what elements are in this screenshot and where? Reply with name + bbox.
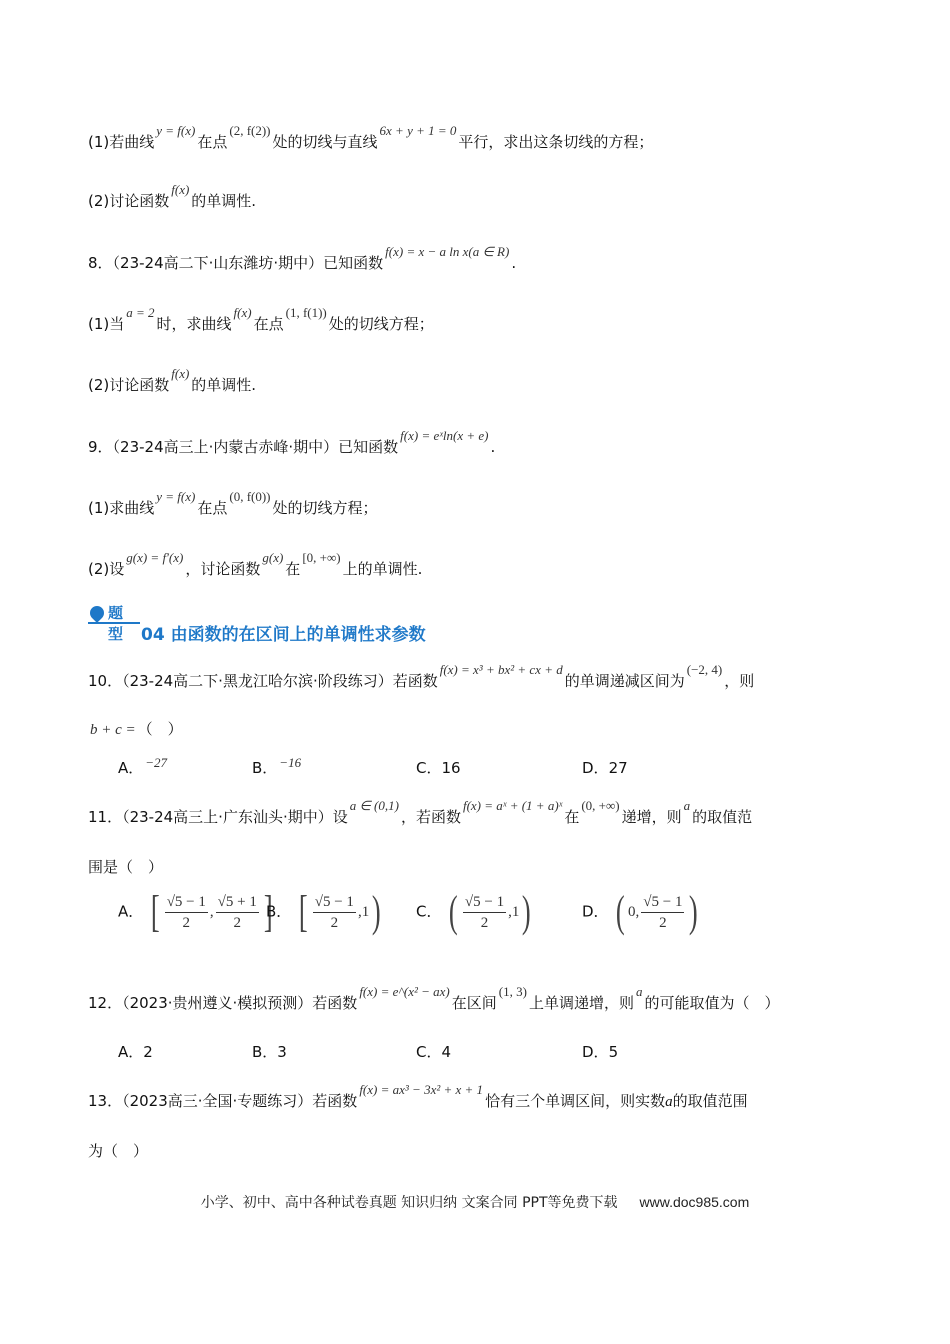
text: 处的切线方程；: [328, 315, 434, 333]
text: 在区间: [451, 994, 497, 1012]
formula: (0, +∞): [581, 798, 620, 813]
text: ,1: [508, 903, 520, 920]
q9-part1: [88, 489, 378, 520]
text: （2023·贵州遵义·模拟预测）若函数: [122, 994, 358, 1012]
option-label: D．: [582, 759, 609, 777]
option-value: 4: [441, 1043, 452, 1061]
text: .: [511, 254, 517, 272]
q11-line2: [88, 856, 163, 878]
bracket: (: [616, 887, 626, 936]
option-b[interactable]: [252, 757, 303, 778]
bracket: [: [150, 887, 160, 936]
option-d[interactable]: [582, 757, 628, 778]
text: ，若函数: [400, 808, 461, 826]
text: 的单调递减区间为: [564, 672, 685, 690]
formula: f(x): [233, 305, 252, 320]
q13-stem: [88, 1082, 748, 1113]
question-number: 12．: [88, 994, 123, 1012]
formula: f(x) = x − a ln x(a ∈ R): [385, 244, 510, 259]
text: 的可能取值为（ ）: [644, 994, 780, 1012]
option-label: B．: [252, 1043, 278, 1061]
formula: f(x) = x³ + bx² + cx + d: [439, 662, 563, 677]
formula: [0, +∞): [302, 550, 341, 565]
fraction: [216, 892, 259, 933]
option-b[interactable]: [252, 1041, 287, 1062]
formula: f(x) = eˣln(x + e): [400, 428, 489, 443]
formula: f(x): [171, 366, 190, 381]
numerator: √5 − 1: [641, 892, 684, 913]
option-label: B．: [266, 902, 292, 921]
option-label: A．: [118, 1043, 144, 1061]
formula: (1, 3): [498, 984, 527, 999]
text: （23-24高二下·山东潍坊·期中）已知函数: [112, 254, 384, 272]
option-c[interactable]: [416, 757, 461, 778]
option-label: D．: [582, 1043, 609, 1061]
text: 为（ ）: [88, 1142, 149, 1160]
formula: a = 2: [126, 305, 155, 320]
formula: g(x): [262, 550, 284, 565]
option-label: B．: [252, 759, 278, 777]
fraction: [641, 892, 684, 933]
option-value: 3: [277, 1043, 287, 1061]
text: (2)讨论函数: [88, 192, 170, 210]
option-d[interactable]: [582, 887, 701, 936]
text: 的取值范围: [672, 1092, 748, 1110]
text: 在: [564, 808, 580, 826]
formula: f(x) = ax³ − 3x² + x + 1: [359, 1082, 484, 1097]
option-value: 2: [143, 1043, 153, 1061]
text: 上的单调性.: [342, 560, 423, 578]
text: 恰有三个单调区间，则实数: [485, 1092, 666, 1110]
q7-part1: [88, 123, 654, 154]
section-tag: 题型: [108, 604, 124, 643]
text: （23-24高二下·黑龙江哈尔滨·阶段练习）若函数: [122, 672, 438, 690]
question-number: 8．: [88, 254, 113, 272]
text: .: [490, 438, 496, 456]
text: (1)当: [88, 315, 125, 333]
q12-stem: [88, 984, 780, 1015]
numerator: √5 − 1: [165, 892, 208, 913]
formula: (1, f(1)): [285, 305, 327, 320]
text: （2023高三·全国·专题练习）若函数: [122, 1092, 358, 1110]
option-value: [613, 887, 701, 936]
option-label: A．: [118, 759, 144, 777]
q8-part1: [88, 305, 434, 336]
option-label: D．: [582, 902, 609, 921]
formula: a: [683, 798, 691, 813]
q9-stem: [88, 428, 496, 459]
text: 在点: [197, 133, 228, 151]
denominator: 2: [182, 914, 191, 931]
q9-part2: [88, 550, 423, 581]
numerator: √5 − 1: [463, 892, 506, 913]
option-value: [148, 887, 275, 936]
text: 平行，求出这条切线的方程；: [458, 133, 654, 151]
denominator: 2: [330, 914, 339, 931]
section-title: 04 由函数的在区间上的单调性求参数: [141, 625, 426, 645]
location-pin-icon: [87, 603, 107, 623]
fraction: [165, 892, 208, 933]
q10-stem: [88, 662, 755, 693]
bracket: [: [299, 887, 308, 936]
text: (2)讨论函数: [88, 376, 170, 394]
footer-site-link[interactable]: www.doc985.com: [639, 1194, 750, 1210]
text: 在点: [253, 315, 284, 333]
text: （23-24高三上·内蒙古赤峰·期中）已知函数: [112, 438, 399, 456]
option-a[interactable]: [118, 887, 276, 936]
text: （23-24高三上·广东汕头·期中）设: [122, 808, 348, 826]
q10-line2: [88, 718, 183, 741]
separator: ,: [209, 903, 214, 920]
formula: y = f(x): [156, 489, 196, 504]
bracket: ]: [263, 887, 273, 936]
denominator: 2: [233, 914, 241, 931]
text: 递增，则: [621, 808, 682, 826]
text: 时，求曲线: [156, 315, 232, 333]
text: 的取值范: [692, 808, 753, 826]
numerator: √5 − 1: [313, 892, 356, 913]
denominator: 2: [659, 914, 667, 931]
text: (1)若曲线: [88, 133, 155, 151]
question-number: 10．: [88, 672, 123, 690]
question-number: 11．: [88, 808, 123, 826]
q8-stem: [88, 244, 517, 275]
bracket: ): [522, 887, 532, 936]
bracket: (: [449, 887, 458, 936]
formula: b + c =: [90, 722, 136, 738]
text: 的单调性.: [191, 376, 257, 394]
option-value: 5: [608, 1043, 619, 1061]
question-number: 9．: [88, 438, 113, 456]
text: ，则: [724, 672, 755, 690]
option-label: C．: [416, 1043, 442, 1061]
text: ，讨论函数: [185, 560, 261, 578]
text: 处的切线方程；: [272, 499, 378, 517]
option-a[interactable]: [118, 1041, 153, 1062]
option-value: 27: [608, 759, 628, 777]
formula: y = f(x): [156, 123, 196, 138]
text: （ ）: [137, 720, 183, 738]
bracket: ): [372, 887, 381, 936]
formula: 6x + y + 1 = 0: [379, 123, 457, 138]
option-a[interactable]: [118, 757, 169, 778]
formula: f(x) = e^(x² − ax): [359, 984, 450, 999]
formula: g(x) = f′(x): [126, 550, 184, 565]
text: 0,: [628, 903, 640, 920]
variable: a: [665, 1094, 673, 1110]
q11-options: [118, 887, 818, 950]
text: 在: [285, 560, 301, 578]
option-label: C．: [416, 759, 442, 777]
q13-line2: [88, 1140, 148, 1162]
option-b[interactable]: [263, 887, 384, 936]
fraction: [313, 892, 356, 933]
q7-part2: [88, 182, 257, 213]
formula: (0, f(0)): [229, 489, 271, 504]
option-value: [446, 887, 534, 936]
heading-underline: [88, 622, 140, 624]
formula: (−2, 4): [686, 662, 723, 677]
formula: f(x): [171, 182, 190, 197]
option-value: 16: [441, 759, 461, 777]
option-c[interactable]: [416, 1041, 451, 1062]
option-value: −27: [145, 755, 168, 770]
page-footer: [0, 1192, 950, 1212]
option-value: −16: [279, 755, 302, 770]
formula: f(x) = aˣ + (1 + a)ˣ: [462, 798, 563, 813]
option-label: A．: [118, 902, 144, 921]
text: 的单调性.: [191, 192, 257, 210]
numerator: √5 + 1: [216, 892, 259, 913]
text: (2)设: [88, 560, 125, 578]
text: 上单调递增，则: [528, 994, 634, 1012]
option-d[interactable]: [582, 1041, 618, 1062]
text: 处的切线与直线: [272, 133, 378, 151]
q11-stem: [88, 798, 753, 829]
q8-part2: [88, 366, 257, 397]
fraction: [463, 892, 506, 933]
text: 在点: [197, 499, 228, 517]
formula: a: [635, 984, 643, 999]
denominator: 2: [480, 914, 489, 931]
text: (1)求曲线: [88, 499, 155, 517]
formula: (2, f(2)): [229, 123, 271, 138]
text: 围是（ ）: [88, 858, 164, 876]
formula: a ∈ (0,1): [349, 798, 399, 813]
option-value: [296, 887, 384, 936]
footer-text: 小学、初中、高中各种试卷真题 知识归纳 文案合同 PPT等免费下载: [200, 1195, 618, 1211]
bracket: ): [689, 887, 699, 936]
question-number: 13．: [88, 1092, 123, 1110]
option-label: C．: [416, 902, 442, 921]
text: ,1: [357, 903, 370, 920]
option-c[interactable]: [416, 887, 534, 936]
